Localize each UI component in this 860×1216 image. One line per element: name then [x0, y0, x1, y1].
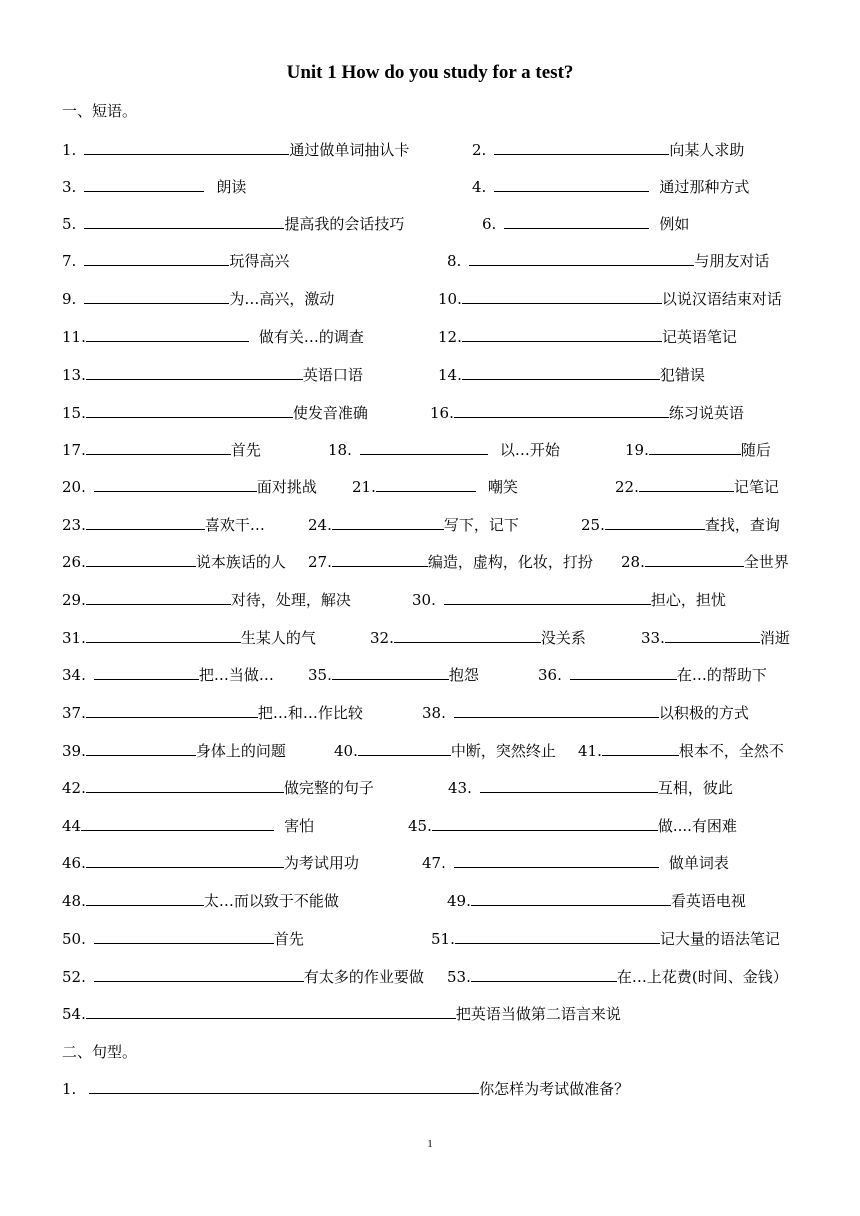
item-number: 12.	[438, 328, 462, 346]
phrase-item	[308, 514, 519, 536]
item-meaning: 看英语电视	[670, 892, 746, 910]
answer-blank[interactable]	[84, 176, 204, 192]
page-title: Unit 1 How do you study for a test?	[286, 62, 574, 83]
phrase-row	[0, 476, 860, 500]
answer-blank[interactable]	[94, 928, 274, 944]
item-number: 43.	[448, 779, 472, 797]
answer-blank[interactable]	[360, 439, 488, 455]
item-number: 30.	[412, 591, 436, 609]
item-number: 41.	[578, 742, 602, 760]
phrase-row	[0, 928, 860, 952]
item-number: 42.	[62, 779, 86, 797]
phrase-item	[62, 288, 334, 310]
phrase-item	[62, 176, 246, 198]
item-number: 11.	[62, 328, 86, 346]
item-number: 28.	[621, 553, 645, 571]
item-meaning: 全世界	[743, 553, 789, 571]
phrase-item	[62, 740, 286, 762]
phrase-item	[62, 476, 317, 498]
item-meaning: 你怎样为考试做准备？	[479, 1080, 630, 1098]
item-meaning: 面对挑战	[256, 478, 317, 496]
item-number: 16.	[430, 404, 454, 422]
item-number: 5.	[62, 215, 77, 233]
phrase-row	[0, 1003, 860, 1027]
item-meaning: 为考试用功	[283, 854, 359, 872]
phrase-item	[430, 402, 744, 424]
answer-blank[interactable]	[86, 740, 196, 756]
phrase-item	[370, 627, 586, 649]
section-heading-phrases: 一、短语。	[62, 102, 138, 120]
answer-blank[interactable]	[394, 627, 541, 643]
item-number: 10.	[438, 290, 462, 308]
item-meaning: 在…的帮助下	[676, 666, 767, 684]
item-meaning: 害怕	[284, 817, 315, 835]
item-number: 37.	[62, 704, 86, 722]
phrase-item	[422, 702, 749, 724]
answer-blank[interactable]	[86, 402, 293, 418]
item-meaning: 没关系	[540, 629, 586, 647]
sentence-item	[62, 1078, 629, 1100]
phrase-row	[0, 326, 860, 350]
answer-blank[interactable]	[432, 815, 658, 831]
phrase-row	[0, 176, 860, 200]
phrase-item	[62, 326, 364, 348]
item-number: 23.	[62, 516, 86, 534]
item-meaning: 担心，担忧	[650, 591, 726, 609]
item-number: 1.	[62, 141, 77, 159]
item-number: 4.	[472, 178, 487, 196]
phrase-row	[0, 364, 860, 388]
item-meaning: 身体上的问题	[195, 742, 286, 760]
phrase-row	[0, 439, 860, 463]
phrase-item	[581, 514, 780, 536]
answer-blank[interactable]	[602, 740, 679, 756]
item-number: 29.	[62, 591, 86, 609]
phrase-item	[641, 627, 790, 649]
phrase-row	[0, 213, 860, 237]
phrase-item	[62, 139, 409, 161]
item-number: 24.	[308, 516, 332, 534]
item-meaning: 练习说英语	[668, 404, 744, 422]
item-meaning: 提高我的会话技巧	[284, 215, 405, 233]
item-number: 39.	[62, 742, 86, 760]
phrase-item	[621, 551, 789, 573]
phrase-item	[408, 815, 737, 837]
phrase-item	[352, 476, 518, 498]
item-meaning: 记英语笔记	[661, 328, 737, 346]
answer-blank[interactable]	[86, 702, 258, 718]
answer-blank[interactable]	[94, 966, 304, 982]
answer-blank[interactable]	[332, 514, 444, 530]
answer-blank[interactable]	[86, 852, 284, 868]
answer-blank[interactable]	[639, 476, 734, 492]
phrase-row	[0, 702, 860, 726]
answer-blank[interactable]	[94, 476, 257, 492]
answer-blank[interactable]	[86, 627, 241, 643]
item-meaning: 例如	[659, 215, 690, 233]
item-meaning: 随后	[740, 441, 771, 459]
item-meaning: 记笔记	[733, 478, 779, 496]
phrase-item	[62, 852, 359, 874]
phrase-item	[472, 139, 744, 161]
item-number: 7.	[62, 252, 77, 270]
answer-blank[interactable]	[462, 326, 662, 342]
phrase-item	[62, 664, 274, 686]
answer-blank[interactable]	[454, 702, 659, 718]
item-number: 17.	[62, 441, 86, 459]
item-meaning: 向某人求助	[669, 141, 745, 159]
item-number: 19.	[625, 441, 649, 459]
item-number: 9.	[62, 290, 77, 308]
item-number: 3.	[62, 178, 77, 196]
answer-blank[interactable]	[86, 777, 284, 793]
phrase-item	[62, 966, 424, 988]
phrase-row	[0, 402, 860, 426]
answer-blank[interactable]	[86, 439, 231, 455]
phrase-item	[438, 364, 705, 386]
phrase-item	[438, 288, 782, 310]
item-number: 25.	[581, 516, 605, 534]
answer-blank[interactable]	[570, 664, 677, 680]
item-number: 35.	[308, 666, 332, 684]
answer-blank[interactable]	[86, 551, 196, 567]
item-meaning: 有太多的作业要做	[303, 968, 424, 986]
item-meaning: 在…上花费(时间、金钱）	[616, 968, 788, 986]
answer-blank[interactable]	[645, 551, 744, 567]
answer-blank[interactable]	[649, 439, 741, 455]
answer-blank[interactable]	[89, 1078, 479, 1094]
item-number: 27.	[308, 553, 332, 571]
item-meaning: 说本族话的人	[195, 553, 286, 571]
sentence-row	[0, 1078, 860, 1102]
phrase-item	[625, 439, 771, 461]
item-meaning: 把英语当做第二语言来说	[455, 1005, 621, 1023]
phrase-item	[438, 326, 737, 348]
item-number: 50.	[62, 930, 86, 948]
answer-blank[interactable]	[504, 213, 649, 229]
phrase-item	[62, 928, 304, 950]
answer-blank[interactable]	[471, 890, 671, 906]
phrase-item	[62, 213, 404, 235]
item-number: 13.	[62, 366, 86, 384]
phrase-row	[0, 250, 860, 274]
item-number: 8.	[447, 252, 462, 270]
item-meaning: 做....有困难	[657, 817, 737, 835]
item-number: 47.	[422, 854, 446, 872]
section-heading-sentences: 二、句型。	[62, 1043, 138, 1061]
answer-blank[interactable]	[455, 928, 660, 944]
phrase-item	[62, 627, 316, 649]
answer-blank[interactable]	[462, 288, 662, 304]
item-number: 20.	[62, 478, 86, 496]
item-number: 40.	[334, 742, 358, 760]
item-meaning: 嘲笑	[487, 478, 518, 496]
answer-blank[interactable]	[86, 514, 205, 530]
phrase-row	[0, 890, 860, 914]
phrase-item	[472, 176, 749, 198]
answer-blank[interactable]	[84, 213, 284, 229]
item-meaning: 中断，突然终止	[450, 742, 556, 760]
item-meaning: 根本不，全然不	[678, 742, 784, 760]
item-meaning: 记大量的语法笔记	[659, 930, 780, 948]
item-number: 2.	[472, 141, 487, 159]
phrase-row	[0, 288, 860, 312]
item-number: 51.	[431, 930, 455, 948]
item-number: 49.	[447, 892, 471, 910]
item-number: 18.	[328, 441, 352, 459]
item-meaning: 英语口语	[302, 366, 363, 384]
item-meaning: 以积极的方式	[658, 704, 749, 722]
answer-blank[interactable]	[86, 589, 231, 605]
item-number: 14.	[438, 366, 462, 384]
item-number: 33.	[641, 629, 665, 647]
phrase-item	[615, 476, 779, 498]
answer-blank[interactable]	[84, 250, 229, 266]
answer-blank[interactable]	[332, 664, 449, 680]
item-meaning: 做完整的句子	[283, 779, 374, 797]
item-number: 6.	[482, 215, 497, 233]
answer-blank[interactable]	[84, 139, 289, 155]
item-number: 32.	[370, 629, 394, 647]
item-number: 26.	[62, 553, 86, 571]
phrase-row	[0, 740, 860, 764]
phrase-row	[0, 627, 860, 651]
phrase-item	[448, 777, 733, 799]
phrase-item	[62, 439, 261, 461]
answer-blank[interactable]	[86, 1003, 456, 1019]
item-number: 45.	[408, 817, 432, 835]
item-meaning: 把…和…作比较	[257, 704, 363, 722]
item-number: 52.	[62, 968, 86, 986]
item-number: 46.	[62, 854, 86, 872]
item-meaning: 为…高兴，激动	[229, 290, 335, 308]
item-meaning: 喜欢干…	[204, 516, 265, 534]
item-meaning: 写下，记下	[443, 516, 519, 534]
answer-blank[interactable]	[444, 589, 651, 605]
phrase-row	[0, 514, 860, 538]
phrase-row	[0, 852, 860, 876]
phrase-item	[62, 815, 314, 837]
phrase-item	[328, 439, 560, 461]
phrase-row	[0, 589, 860, 613]
phrase-item	[62, 551, 286, 573]
item-number: 54.	[62, 1005, 86, 1023]
item-meaning: 使发音准确	[292, 404, 368, 422]
answer-blank[interactable]	[462, 364, 660, 380]
phrase-row	[0, 664, 860, 688]
item-meaning: 玩得高兴	[229, 252, 290, 270]
item-number: 21.	[352, 478, 376, 496]
phrase-item	[62, 702, 363, 724]
phrase-item	[62, 364, 363, 386]
phrase-item	[62, 1003, 621, 1025]
answer-blank[interactable]	[84, 288, 229, 304]
item-meaning: 以说汉语结束对话	[661, 290, 782, 308]
answer-blank[interactable]	[494, 139, 669, 155]
phrase-item	[62, 514, 265, 536]
answer-blank[interactable]	[605, 514, 705, 530]
phrase-item	[62, 402, 368, 424]
item-meaning: 朗读	[216, 178, 247, 196]
item-meaning: 对待，处理，解决	[230, 591, 351, 609]
phrase-item	[308, 664, 479, 686]
item-number: 31.	[62, 629, 86, 647]
phrase-item	[578, 740, 784, 762]
answer-blank[interactable]	[469, 250, 694, 266]
answer-blank[interactable]	[94, 664, 199, 680]
item-number: 34.	[62, 666, 86, 684]
phrase-row	[0, 815, 860, 839]
answer-blank[interactable]	[454, 402, 669, 418]
answer-blank[interactable]	[86, 364, 303, 380]
phrase-item	[62, 777, 374, 799]
item-number: 22.	[615, 478, 639, 496]
item-meaning: 做单词表	[668, 854, 729, 872]
item-meaning: 生某人的气	[240, 629, 316, 647]
item-meaning: 做有关…的调查	[258, 328, 364, 346]
answer-blank[interactable]	[376, 476, 476, 492]
item-meaning: 犯错误	[659, 366, 705, 384]
item-meaning: 把…当做…	[198, 666, 274, 684]
item-number: 53.	[447, 968, 471, 986]
item-meaning: 太…而以致于不能做	[203, 892, 339, 910]
phrase-item	[447, 890, 746, 912]
item-meaning: 互相，彼此	[657, 779, 733, 797]
answer-blank[interactable]	[86, 326, 249, 342]
phrase-item	[62, 890, 339, 912]
phrase-item	[334, 740, 556, 762]
item-meaning: 编造，虚构，化妆，打扮	[427, 553, 593, 571]
phrase-item	[447, 966, 788, 988]
phrase-item	[482, 213, 689, 235]
item-meaning: 通过做单词抽认卡	[289, 141, 410, 159]
phrase-item	[62, 250, 289, 272]
phrase-row	[0, 551, 860, 575]
phrase-row	[0, 966, 860, 990]
phrase-item	[62, 589, 351, 611]
answer-blank[interactable]	[665, 627, 760, 643]
item-meaning: 以…开始	[499, 441, 560, 459]
answer-blank[interactable]	[358, 740, 451, 756]
phrase-item	[422, 852, 729, 874]
item-number: 48.	[62, 892, 86, 910]
phrase-item	[308, 551, 593, 573]
phrase-item	[412, 589, 726, 611]
phrase-item	[431, 928, 780, 950]
item-meaning: 首先	[273, 930, 304, 948]
phrase-item	[447, 250, 769, 272]
item-meaning: 通过那种方式	[659, 178, 750, 196]
item-meaning: 首先	[230, 441, 261, 459]
item-number: 15.	[62, 404, 86, 422]
answer-blank[interactable]	[332, 551, 428, 567]
item-number: 36.	[538, 666, 562, 684]
answer-blank[interactable]	[471, 966, 617, 982]
answer-blank[interactable]	[86, 890, 204, 906]
answer-blank[interactable]	[81, 815, 274, 831]
item-number: 38.	[422, 704, 446, 722]
page-number: 1	[427, 1138, 433, 1150]
phrase-row	[0, 139, 860, 163]
item-meaning: 查找，查询	[704, 516, 780, 534]
answer-blank[interactable]	[480, 777, 658, 793]
item-number: 1.	[62, 1080, 77, 1098]
phrase-row	[0, 777, 860, 801]
item-meaning: 消逝	[759, 629, 790, 647]
item-meaning: 与朋友对话	[694, 252, 770, 270]
item-meaning: 抱怨	[448, 666, 479, 684]
phrase-item	[538, 664, 767, 686]
answer-blank[interactable]	[494, 176, 649, 192]
item-number: 44	[62, 817, 82, 835]
answer-blank[interactable]	[454, 852, 659, 868]
